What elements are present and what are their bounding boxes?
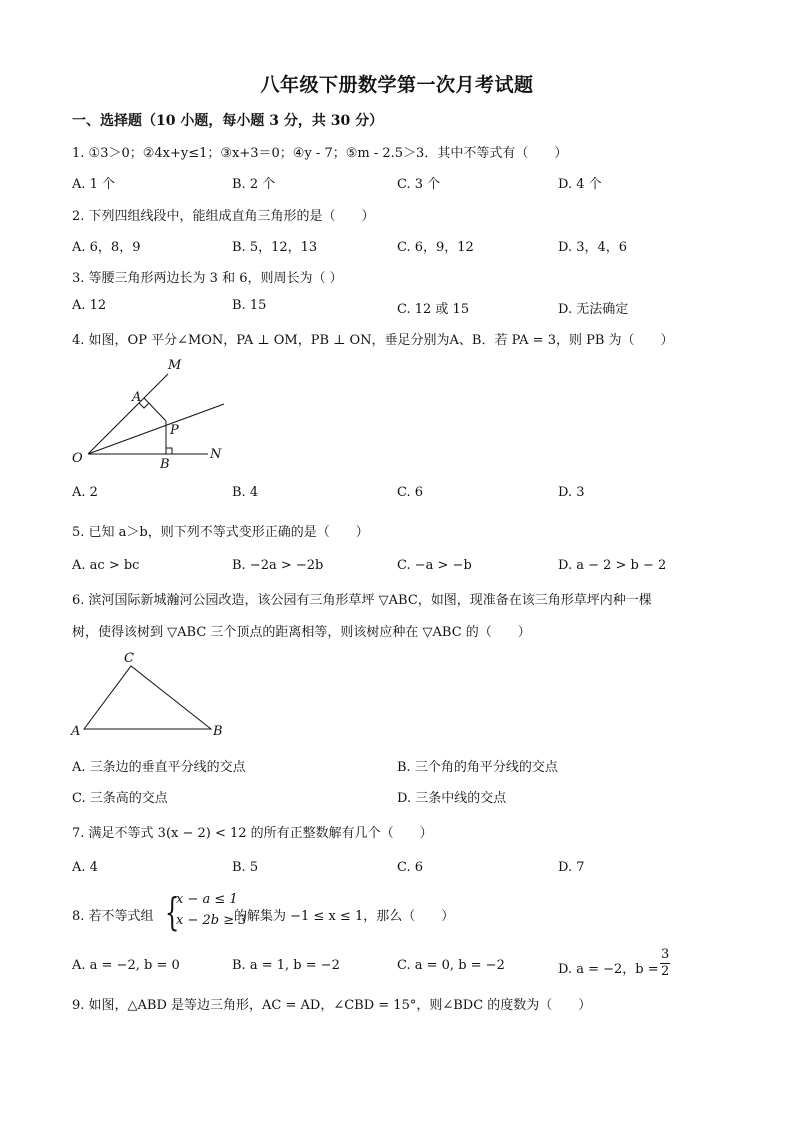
question-6-option-c: C. 三条高的交点 (72, 791, 168, 806)
label-o: O (72, 451, 83, 466)
system-brace: { (164, 890, 180, 934)
question-4-option-d: D. 3 (558, 485, 585, 500)
question-1-option-a: A. 1 个 (72, 177, 116, 192)
section-heading: 一、选择题（10 小题，每小题 3 分，共 30 分） (72, 113, 384, 129)
question-7-option-c: C. 6 (397, 860, 424, 875)
question-4-option-b: B. 4 (232, 485, 259, 500)
question-8-rest: 的解集为 −1 ≤ x ≤ 1，那么（ ） (234, 909, 455, 924)
question-8-option-a: A. a = −2, b = 0 (72, 958, 180, 973)
question-3-stem: 3. 等腰三角形两边长为 3 和 6，则周长为（ ） (72, 271, 343, 286)
question-1-option-c: C. 3 个 (397, 177, 441, 192)
angle-bisector-figure (66, 354, 236, 474)
question-7-option-d: D. 7 (558, 860, 585, 875)
question-3-option-a: A. 12 (72, 298, 107, 313)
label-p: P (170, 423, 179, 438)
question-4-option-c: C. 6 (397, 485, 424, 500)
label-n: N (210, 447, 222, 462)
question-2-option-d: D. 3，4，6 (558, 240, 628, 255)
label-a: A (71, 724, 81, 739)
question-8-option-d: D. a = −2，b = (558, 962, 659, 977)
question-2-option-c: C. 6，9，12 (397, 240, 474, 255)
question-6-stem-line-1: 6. 滨河国际新城瀚河公园改造，该公园有三角形草坪 ▽ABC，如图，现准备在该三角形草坪内种一棵 (72, 593, 652, 608)
question-5-stem: 5. 已知 a＞b，则下列不等式变形正确的是（ ） (72, 525, 369, 540)
question-8-label: 8. 若不等式组 (72, 909, 154, 924)
question-2-stem: 2. 下列四组线段中，能组成直角三角形的是（ ） (72, 209, 375, 224)
fraction-numerator: 3 (661, 947, 670, 962)
label-m: M (168, 358, 182, 373)
question-1-option-d: D. 4 个 (558, 177, 602, 192)
question-7-option-b: B. 5 (232, 860, 259, 875)
ray-om (88, 374, 168, 454)
triangle-abc (84, 666, 211, 729)
question-3-option-d: D. 无法确定 (558, 302, 629, 317)
question-2-option-a: A. 6，8，9 (72, 240, 141, 255)
question-6-option-a: A. 三条边的垂直平分线的交点 (72, 760, 246, 775)
question-5-option-d: D. a − 2 > b − 2 (558, 558, 667, 573)
page-title: 八年级下册数学第一次月考试题 (260, 74, 534, 96)
question-7-option-a: A. 4 (72, 860, 98, 875)
inequality-line-1: x − a ≤ 1 (176, 892, 238, 907)
label-b: B (213, 724, 223, 739)
question-5-option-c: C. −a > −b (397, 558, 472, 573)
question-8-option-b: B. a = 1, b = −2 (232, 958, 340, 973)
question-1-stem: 1. ①3＞0；②4x+y≤1；③x+3＝0；④y - 7；⑤m - 2.5＞3．其中不等式有（ ） (72, 146, 568, 161)
label-c: C (124, 651, 134, 666)
label-a: A (132, 390, 142, 405)
question-6-option-b: B. 三个角的角平分线的交点 (397, 760, 558, 775)
question-6-option-d: D. 三条中线的交点 (397, 791, 507, 806)
triangle-abc-figure (66, 648, 236, 740)
question-5-option-b: B. −2a > −2b (232, 558, 324, 573)
question-7-stem: 7. 满足不等式 3(x − 2) < 12 的所有正整数解有几个（ ） (72, 826, 433, 841)
question-4-option-a: A. 2 (72, 485, 98, 500)
inequality-line-2: x − 2b ≥ 3 (176, 913, 247, 928)
question-2-option-b: B. 5，12，13 (232, 240, 318, 255)
ray-op (88, 404, 224, 454)
fraction-three-halves (660, 947, 670, 980)
question-5-option-a: A. ac > bc (72, 558, 140, 573)
right-angle-mark-b (166, 448, 172, 454)
question-3-option-b: B. 15 (232, 298, 267, 313)
question-1-option-b: B. 2 个 (232, 177, 276, 192)
question-9-stem: 9. 如图，△ABD 是等边三角形，AC = AD，∠CBD = 15°，则∠BDC 的度数为（ ） (72, 998, 592, 1013)
question-3-option-c: C. 12 或 15 (397, 302, 470, 317)
question-6-stem-line-2: 树，使得该树到 ▽ABC 三个顶点的距离相等，则该树应种在 ▽ABC 的（ ） (72, 625, 531, 640)
label-b: B (160, 457, 170, 472)
fraction-denominator: 2 (661, 964, 670, 979)
question-4-stem: 4. 如图，OP 平分∠MON，PA ⊥ OM，PB ⊥ ON，垂足分别为A、B．若 PA = 3，则 PB 为（ ） (72, 333, 674, 348)
question-8-option-c: C. a = 0, b = −2 (397, 958, 505, 973)
segment-pa (144, 398, 166, 421)
